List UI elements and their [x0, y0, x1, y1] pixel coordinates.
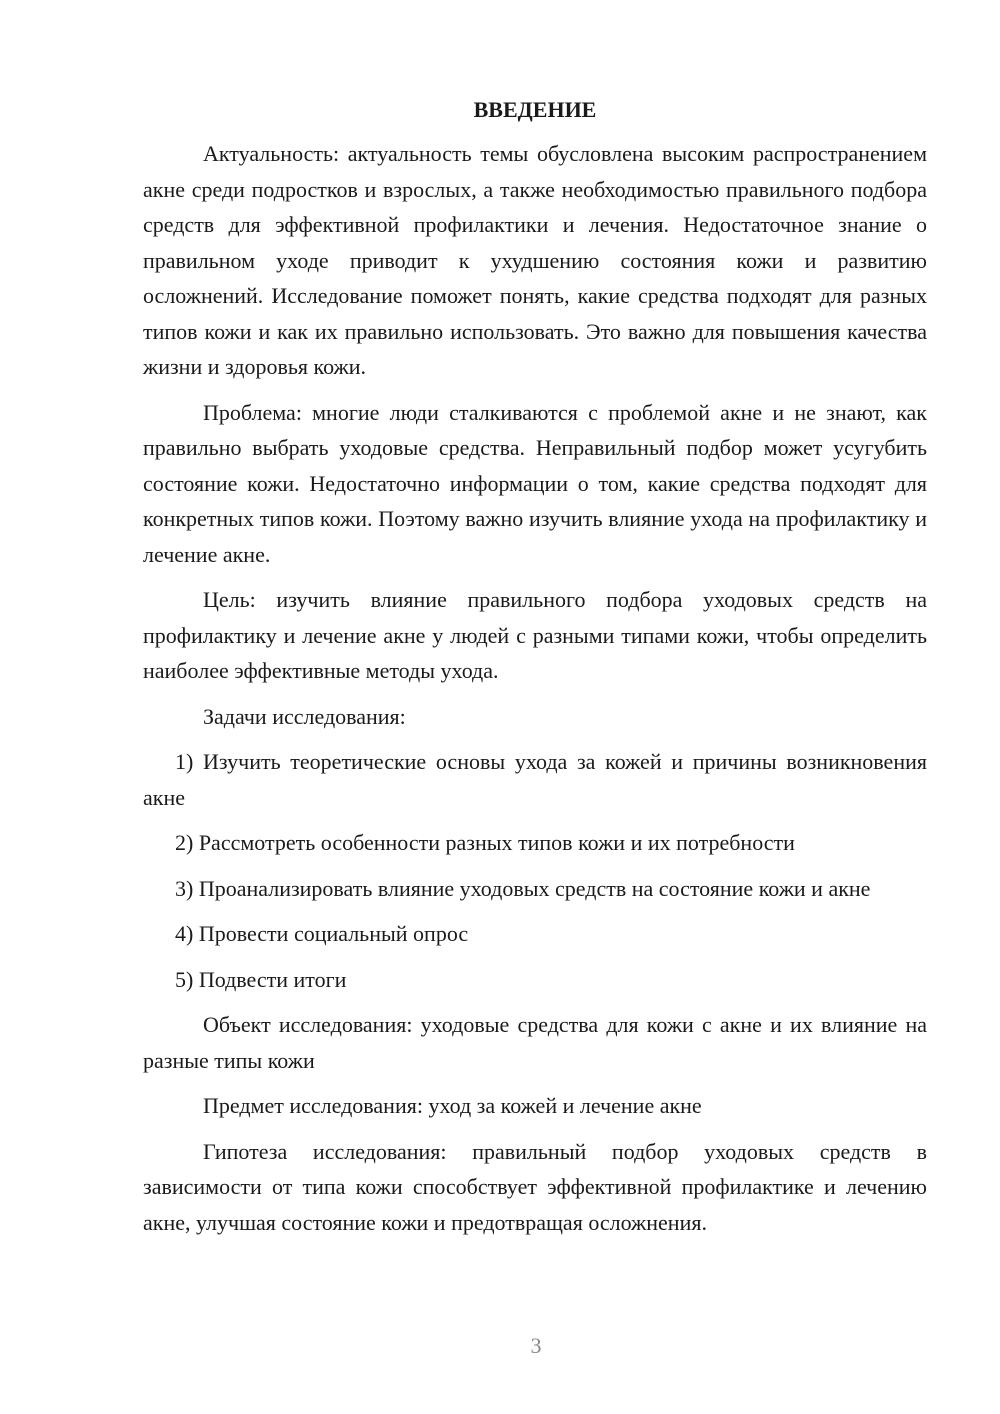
list-item: 5) Подвести итоги: [175, 966, 347, 992]
paragraph-object: Объект исследования: уходовые средства для кожи с акне и их влияние на разные типы кожи: [143, 1012, 927, 1073]
tasks-list: [143, 744, 927, 997]
section-title: ВВЕДЕНИЕ: [473, 97, 597, 122]
list-item: 2) Рассмотреть особенности разных типов кожи и их потребности: [175, 830, 795, 855]
page-number: 3: [530, 1333, 542, 1358]
paragraph-tasks-heading: Задачи исследования:: [203, 703, 406, 729]
paragraph-subject: Предмет исследования: уход за кожей и лечение акне: [203, 1093, 702, 1118]
paragraph-problem: Проблема: многие люди сталкиваются с проблемой акне и не знают, как правильно выбрать уходовые средства. Неправильный подбор может усугубить состояние кожи. Недостаточно информации о том, какие средства подходят для конкретных типов кожи. Поэтому важно изучить влияние ухода на профилактику и лечение акне.: [143, 399, 927, 567]
list-item: 4) Провести социальный опрос: [175, 921, 469, 946]
list-item: 1) Изучить теоретические основы ухода за кожей и причины возникновения акне: [143, 749, 927, 810]
page-content: [143, 92, 927, 1250]
paragraph-relevance: Актуальность: актуальность темы обусловлена высоким распространением акне среди подростков и взрослых, а также необходимостью правильного подбора средств для эффективной профилактики и лечения. Недостаточное знание о правильном уходе приводит к ухудшению состояния кожи и развитию осложнений. Исследование поможет понять, какие средства подходят для разных типов кожи и как их правильно использовать. Это важно для повышения качества жизни и здоровья кожи.: [143, 141, 927, 379]
paragraph-goal: Цель: изучить влияние правильного подбора уходовых средств на профилактику и лечение акне у людей с разными типами кожи, чтобы определить наиболее эффективные методы ухода.: [143, 587, 927, 683]
paragraph-hypothesis: Гипотеза исследования: правильный подбор уходовых средств в зависимости от типа кожи способствует эффективной профилактике и лечению акне, улучшая состояние кожи и предотвращая осложнения.: [143, 1138, 927, 1235]
list-item: 3) Проанализировать влияние уходовых средств на состояние кожи и акне: [175, 875, 871, 901]
